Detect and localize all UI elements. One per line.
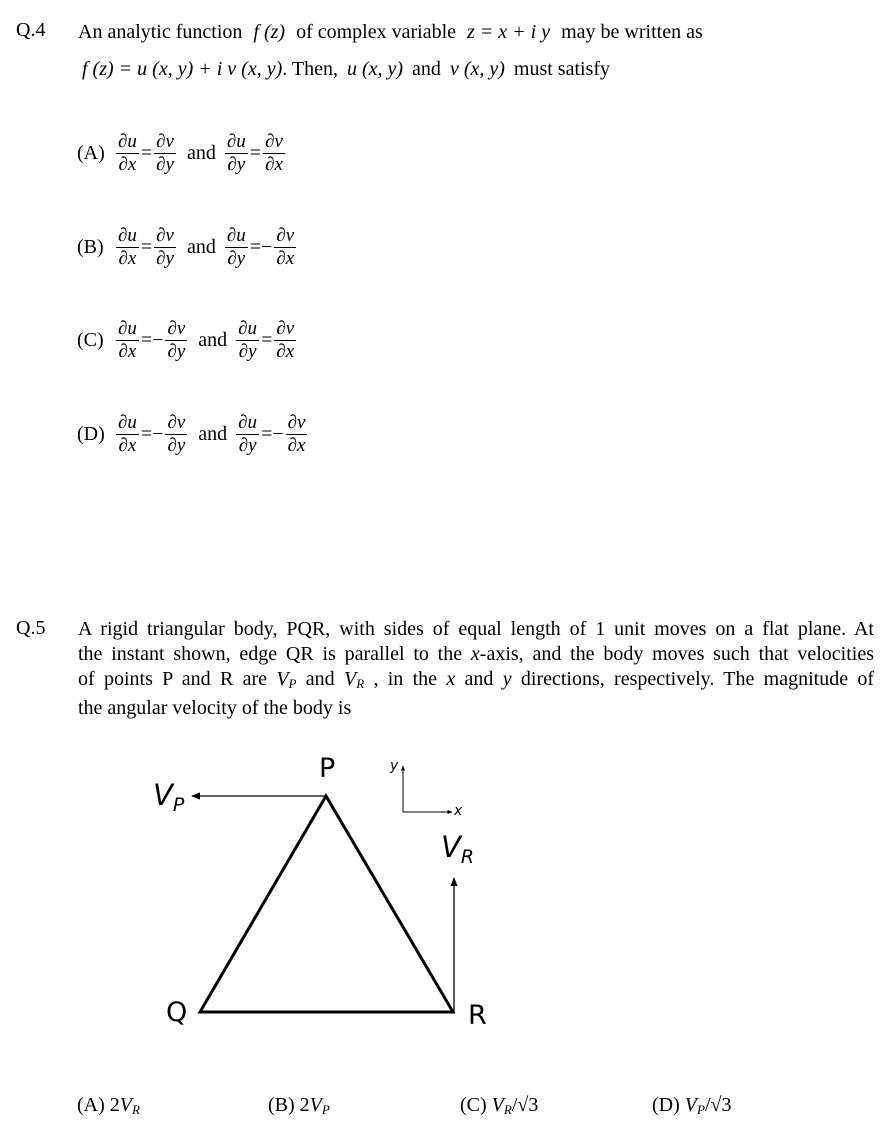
operator: = (140, 142, 153, 164)
fraction: $\frac{\partial v}{\partial y}$ (156, 225, 174, 269)
stem-line: of points P and R are $V_P$ and $V_R$ , in the x and y directions, respectively. The magnitude of (78, 668, 875, 691)
operator: =− (249, 236, 273, 258)
fraction: $\frac{\partial u}{\partial x}$ (118, 318, 137, 362)
stem-line: A rigid triangular body, PQR, with sides of equal length of 1 unit moves on a flat plane. At (78, 618, 874, 640)
option-label: (C) (77, 329, 104, 351)
fraction: $\frac{\partial v}{\partial x}$ (287, 412, 306, 456)
axis-x-label: x (454, 803, 463, 819)
stem-line: the angular velocity of the body is (78, 697, 352, 719)
fraction: $\frac{\partial u}{\partial x}$ (118, 412, 137, 456)
and-word: and (187, 236, 216, 258)
stem-text: . Then, (282, 58, 338, 80)
operator: = (261, 329, 273, 351)
stem-text: and (412, 58, 441, 80)
fraction: $\frac{\partial v}{\partial y}$ (167, 412, 186, 456)
option-label: (B) (77, 236, 104, 258)
stem-text: An analytic function (78, 21, 243, 43)
operator: = (249, 142, 262, 164)
label-vp: $V_P$ (153, 778, 185, 816)
answer-label: (A) (77, 1094, 105, 1116)
math-fzdef: f (z) = u (x, y) + i v (x, y) (82, 58, 283, 80)
math-fz: f (z) (253, 21, 286, 43)
stem-text: may be written as (561, 21, 703, 43)
label-p: P (319, 753, 336, 784)
fraction: $\frac{\partial u}{\partial x}$ (118, 131, 137, 175)
option-label: (A) (77, 142, 105, 164)
and-word: and (198, 423, 228, 445)
and-word: and (198, 329, 228, 351)
fraction: $\frac{\partial v}{\partial y}$ (167, 318, 186, 362)
answer-label: (C) (460, 1094, 487, 1116)
fraction: $\frac{\partial u}{\partial x}$ (118, 225, 137, 269)
operator: = (140, 236, 153, 258)
operator: =− (140, 329, 164, 351)
stem-text: must satisfy (513, 58, 611, 80)
axis-y-label: y (390, 758, 399, 774)
answer-a[interactable]: (A) $2V_R$ (77, 1094, 140, 1117)
label-q: Q (166, 997, 188, 1028)
answer-label: (B) (268, 1094, 295, 1116)
fraction: $\frac{\partial u}{\partial y}$ (238, 318, 258, 362)
operator: =− (261, 423, 284, 445)
question-number: Q.5 (16, 617, 46, 639)
fraction: $\frac{\partial u}{\partial y}$ (238, 412, 258, 456)
fraction: $\frac{\partial v}{\partial y}$ (156, 131, 174, 175)
fraction: $\frac{\partial v}{\partial x}$ (276, 318, 295, 362)
stem-text: of complex variable (296, 21, 457, 43)
answer-d[interactable]: (D) $V_P/√3$ (652, 1094, 732, 1117)
answer-c[interactable]: (C) $V_R/√3$ (460, 1094, 539, 1117)
question-number: Q.4 (16, 19, 46, 41)
fraction: $\frac{\partial v}{\partial x}$ (276, 225, 295, 269)
math-uxy: u (x, y) (346, 58, 404, 80)
fraction: $\frac{\partial u}{\partial y}$ (226, 131, 246, 175)
math-vxy: v (x, y) (449, 58, 505, 80)
triangle-pqr (200, 796, 453, 1012)
math-zdef: z = x + i y (467, 21, 551, 43)
option-label: (D) (77, 423, 105, 445)
label-r: R (468, 1000, 487, 1031)
label-vr: $V_R$ (441, 830, 475, 868)
and-word: and (187, 142, 216, 164)
answer-b[interactable]: (B) $2V_P$ (268, 1094, 330, 1117)
operator: =− (140, 423, 164, 445)
answer-label: (D) (652, 1094, 680, 1116)
fraction: $\frac{\partial v}{\partial x}$ (265, 131, 283, 175)
fraction: $\frac{\partial u}{\partial y}$ (226, 225, 246, 269)
stem-line: the instant shown, edge QR is parallel to the x-axis, and the body moves such that velocities (78, 643, 874, 665)
